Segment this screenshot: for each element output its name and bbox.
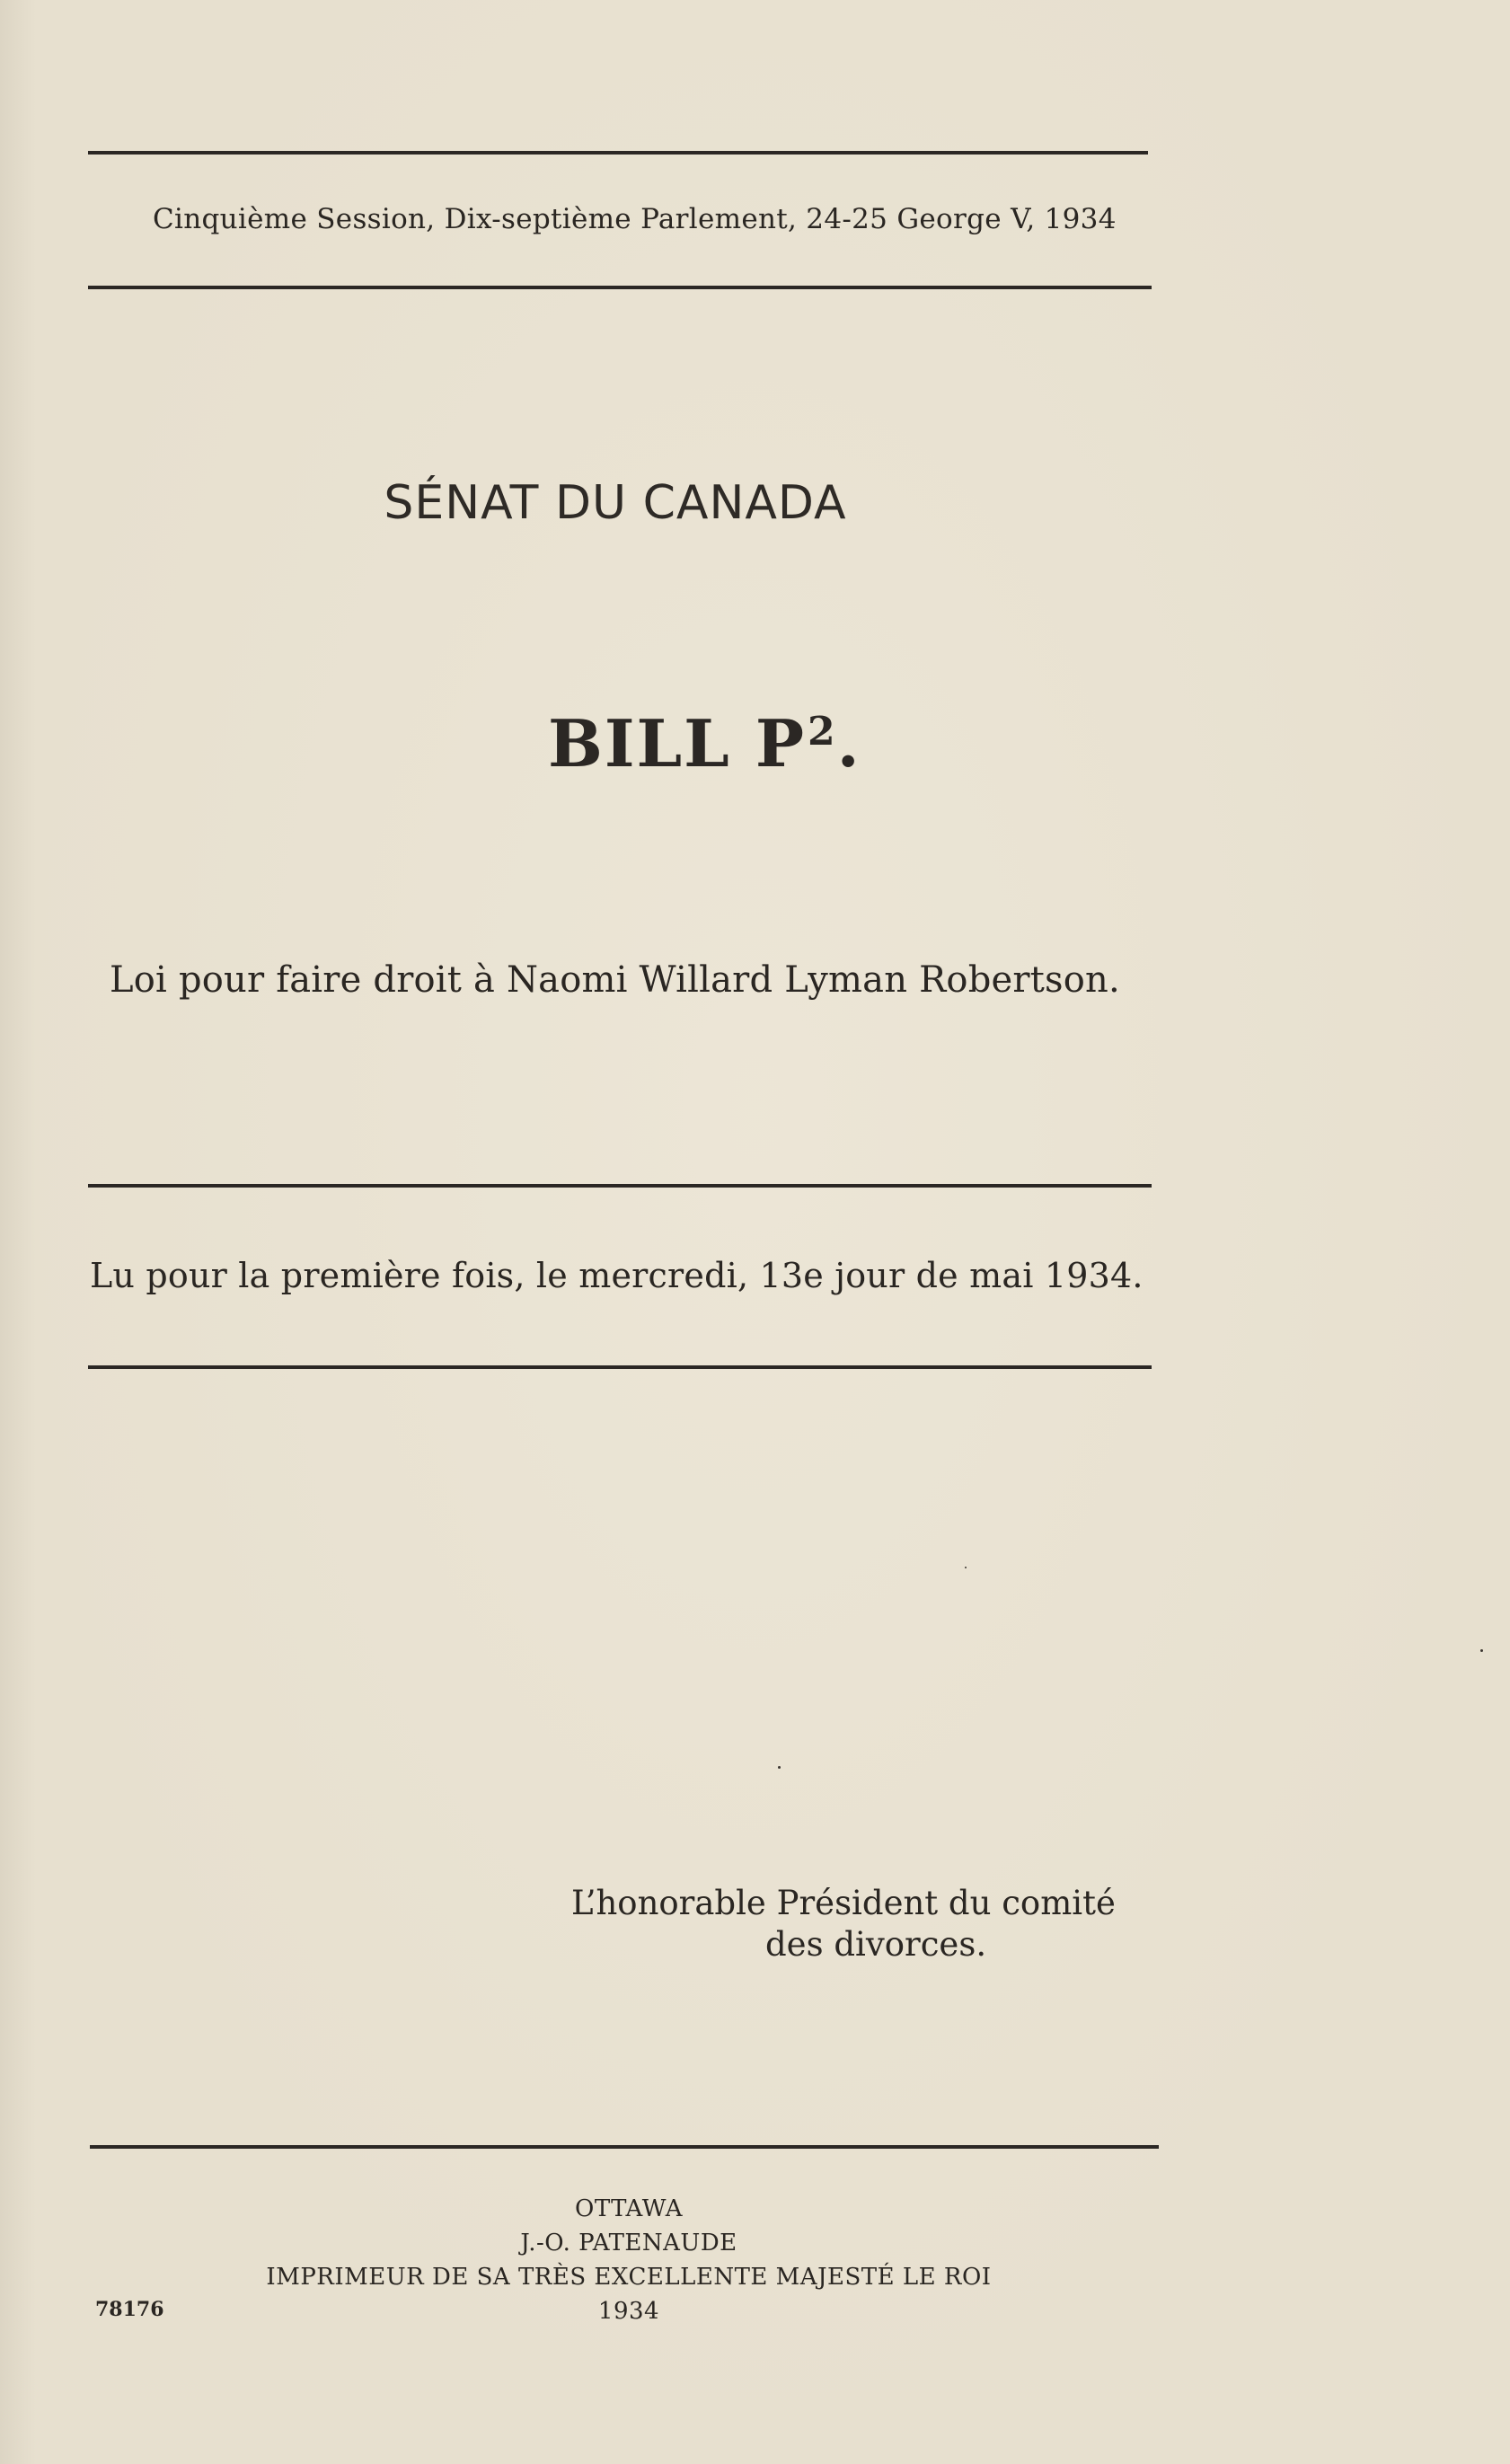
imprint-city: OTTAWA: [575, 2195, 683, 2222]
document-number: 78176: [95, 2298, 164, 2321]
top-rule: [88, 151, 1148, 155]
first-reading-line: Lu pour la première fois, le mercredi, 13e jour de mai 1934.: [90, 1256, 1144, 1295]
paper-speck: [965, 1567, 967, 1568]
paper-speck: [1480, 1649, 1483, 1652]
bill-number: [548, 705, 861, 782]
paper-speck: [778, 1766, 781, 1769]
title-bottom-rule: [88, 1184, 1152, 1188]
imprint-year: 1934: [597, 2298, 660, 2325]
bill-suffix: .: [836, 705, 861, 782]
sponsor-block: [571, 1883, 1116, 1965]
bill-title: Loi pour faire droit à Naomi Willard Lyman Robertson.: [110, 959, 1120, 1001]
footer-top-rule: [90, 2145, 1159, 2149]
imprint-printer-title: IMPRIMEUR DE SA TRÈS EXCELLENTE MAJESTÉ LE ROI: [266, 2264, 992, 2291]
imprint-printer: J.-O. PATENAUDE: [520, 2230, 737, 2256]
header-bottom-rule: [88, 286, 1152, 289]
sponsor-line-1: L’honorable Président du comité: [571, 1884, 1116, 1922]
imprint-block: [0, 2192, 1258, 2328]
senate-heading: SÉNAT DU CANADA: [384, 476, 847, 530]
session-line: Cinquième Session, Dix-septième Parlement, 24-25 George V, 1934: [153, 203, 1117, 235]
bill-label: BILL P: [548, 705, 806, 782]
reading-bottom-rule: [88, 1365, 1152, 1369]
bill-superscript: 2: [808, 709, 837, 755]
sponsor-line-2: des divorces.: [765, 1925, 987, 1964]
